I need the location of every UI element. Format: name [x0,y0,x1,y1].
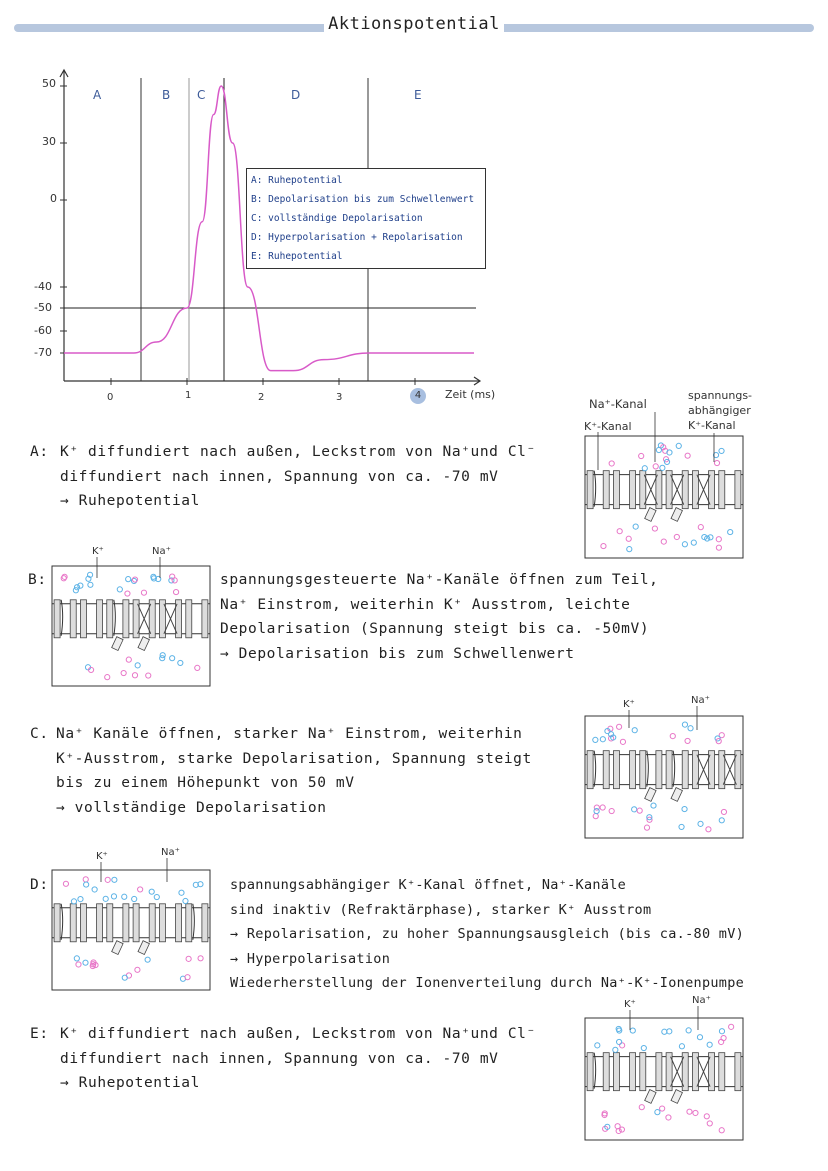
channel-protein [107,600,113,638]
x-tick-label-highlighted: 4 [410,388,426,404]
channel-protein [613,751,619,789]
legend-item-e: E: Ruhepotential [251,251,343,262]
channel-protein [202,600,208,638]
channel-protein [587,751,593,789]
channel-protein [186,600,192,638]
channel-protein [202,904,208,942]
membrane-diagram [585,1006,743,1140]
spannungs-label-3: K⁺-Kanal [688,419,736,432]
channel-protein [80,904,86,942]
section-e-text: K⁺ diffundiert nach außen, Leckstrom von Na⁺und Cl⁻ diffundiert nach innen, Spannung von ca. -70 mV → Ruhepotential [60,1026,536,1091]
channel-protein [70,904,76,942]
membrane-diagram [585,412,743,558]
na-label: Na⁺ [692,995,711,1006]
channel-protein [640,751,646,789]
channel-protein [640,1053,646,1091]
section-d-text: spannungsabhängiger K⁺-Kanal öffnet, Na⁺-Kanäle sind inaktiv (Refraktärphase), starker K⁺ Ausstrom → Repolarisation, zu hoher Spannungsausgleich (bis ca.-80 mV) → Hyperpolarisation Wiederherstellung der Ionenverteilung durch Na⁺-K⁺-Ionenpumpe [230,877,745,991]
channel-protein [70,600,76,638]
legend-item-c: C: vollständige Depolarisation [251,213,423,224]
y-tick-label: 50 [42,77,56,90]
section-c-letter: C. [30,726,49,742]
membrane-diagram [52,557,210,686]
x-tick-label: 2 [258,392,265,403]
channel-protein [54,904,60,942]
channel-protein [149,904,155,942]
channel-protein [735,1053,741,1091]
channel-protein [123,904,129,942]
channel-protein [133,904,139,942]
channel-protein [719,1053,725,1091]
y-tick-label: -40 [34,280,52,293]
legend-item-b: B: Depolarisation bis zum Schwellenwert [251,194,475,205]
y-tick-label: -60 [34,324,52,337]
section-b-text: spannungsgesteuerte Na⁺-Kanäle öffnen zum Teil, Na⁺ Einstrom, weiterhin K⁺ Ausstrom, leichte Depolarisation (Spannung steigt bis ca. -50mV) → Depolarisation bis zum Schwellenwert [220,572,659,662]
channel-protein [54,600,60,638]
channel-protein [719,471,725,509]
channel-protein [80,600,86,638]
k-kanal-label: K⁺-Kanal [584,420,632,433]
section-a-letter: A: [30,444,49,460]
channel-protein [630,471,636,509]
spannungs-label-1: spannungs- [688,389,753,402]
x-axis-label: Zeit (ms) [445,388,496,401]
section-b-letter: B: [28,572,47,588]
channel-protein [176,904,182,942]
channel-protein [97,600,103,638]
na-label: Na⁺ [691,695,710,706]
na-label: Na⁺ [161,847,180,858]
y-tick-label: 30 [42,135,56,148]
k-label: K⁺ [92,546,104,557]
x-tick-label: 3 [336,392,343,403]
channel-protein [603,1053,609,1091]
channel-protein [630,751,636,789]
section-d-letter: D: [30,877,49,893]
channel-protein [159,904,165,942]
legend-item-d: D: Hyperpolarisation + Repolarisation [251,232,463,243]
section-e-letter: E: [30,1026,49,1042]
channel-protein [97,904,103,942]
channel-protein [613,471,619,509]
channel-protein [656,751,662,789]
x-tick-label: 1 [185,390,192,401]
channel-protein [630,1053,636,1091]
y-tick-label: -70 [34,346,52,359]
phase-label-a: A [93,88,102,102]
channel-protein [603,751,609,789]
y-tick-label: -50 [34,301,52,314]
x-tick-label: 0 [107,392,114,403]
k-label: K⁺ [96,851,108,862]
channel-protein [613,1053,619,1091]
phase-label-d: D [291,88,301,102]
channel-protein [656,1053,662,1091]
phase-label-e: E [414,88,422,102]
channel-protein [587,1053,593,1091]
na-kanal-label: Na⁺-Kanal [589,397,647,411]
legend-item-a: A: Ruhepotential [251,175,343,186]
channel-protein [603,471,609,509]
membrane-diagram [52,858,210,990]
page-title: Aktionspotential [0,14,828,34]
channel-protein [587,471,593,509]
k-label: K⁺ [623,699,635,710]
phase-label-b: B [162,88,171,102]
channel-protein [666,751,672,789]
y-tick-label: 0 [50,192,57,205]
na-label: Na⁺ [152,546,171,557]
channel-protein [735,471,741,509]
spannungs-label-2: abhängiger [688,404,751,417]
k-label: K⁺ [624,999,636,1010]
section-c-text: Na⁺ Kanäle öffnen, starker Na⁺ Einstrom, weiterhin K⁺-Ausstrom, starke Depolarisation, Spannung steigt bis zu einem Höhepunkt von 50 mV → vollständige Depolarisation [56,726,532,816]
membrane-diagram [585,706,743,838]
channel-protein [123,600,129,638]
channel-protein [682,751,688,789]
phase-label-c: C [197,88,206,102]
channel-protein [107,904,113,942]
channel-protein [186,904,192,942]
section-a-text: K⁺ diffundiert nach außen, Leckstrom von Na⁺und Cl⁻ diffundiert nach innen, Spannung von ca. -70 mV → Ruhepotential [60,444,536,509]
